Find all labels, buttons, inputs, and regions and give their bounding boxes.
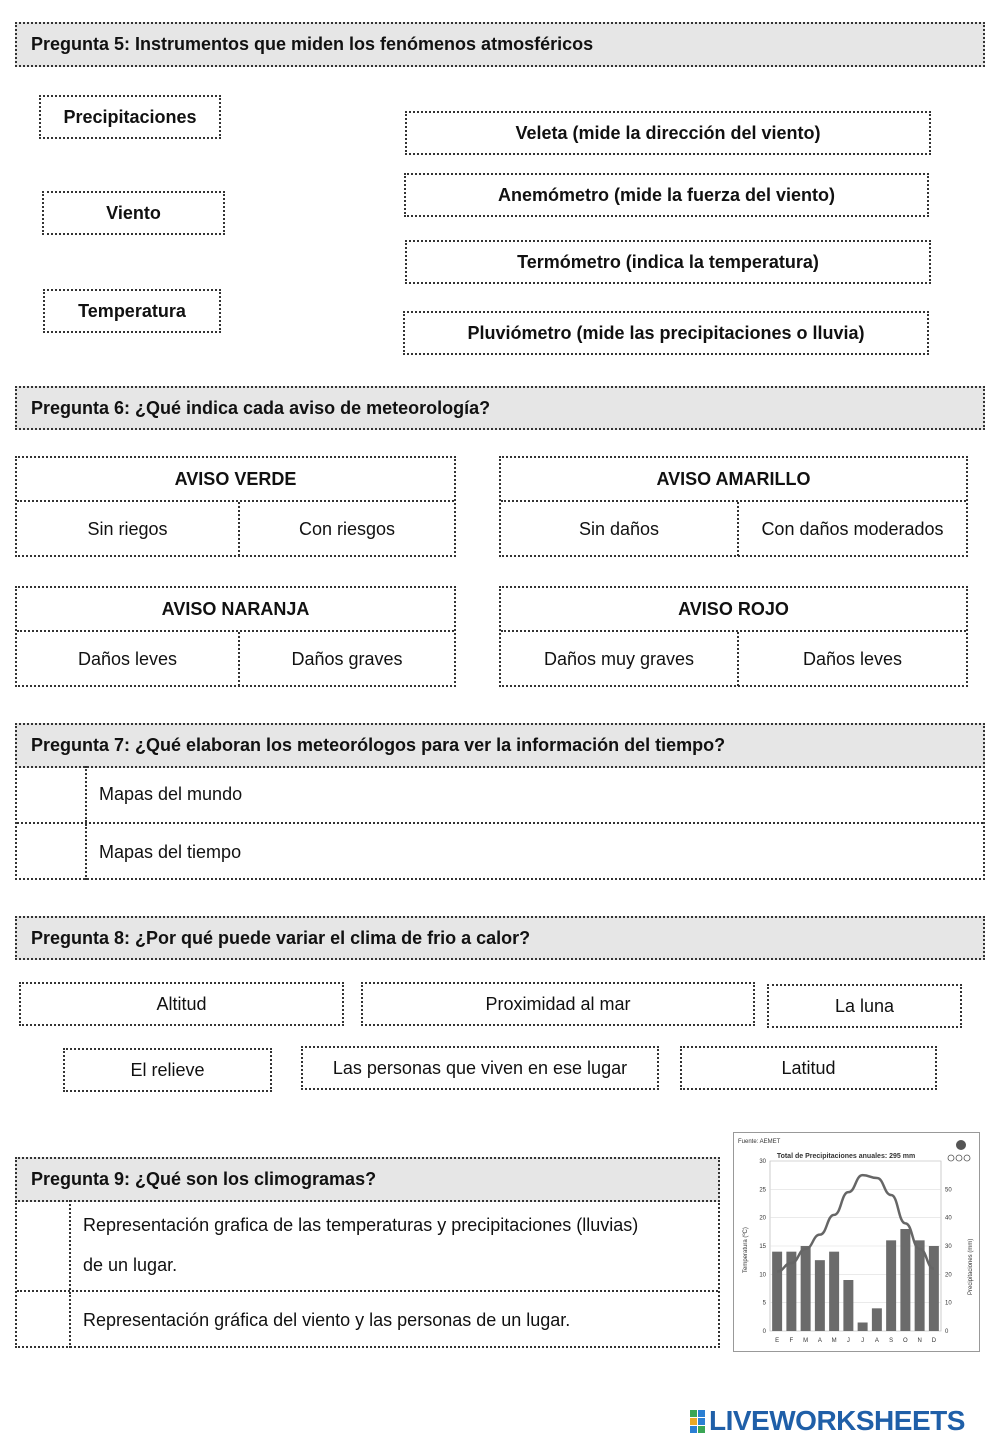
warning-option[interactable]: Daños leves [77, 648, 178, 669]
q9-option-row[interactable] [17, 1292, 718, 1348]
warning-naranja [15, 586, 456, 687]
climograph [733, 1132, 980, 1352]
y-right-tick: 10 [945, 1300, 952, 1307]
y-left-tick: 15 [759, 1244, 766, 1250]
y-right-tick: 20 [945, 1272, 952, 1279]
x-tick: J [846, 1338, 850, 1344]
precipitation-bar [929, 1246, 939, 1331]
precipitation-bar [886, 1240, 896, 1331]
x-tick: D [931, 1338, 937, 1344]
q5-right-termometro[interactable]: Termómetro (indica la temperatura) [405, 240, 931, 284]
climograph-source: Fuente: AEMET [738, 1139, 781, 1145]
precipitation-bar [858, 1323, 868, 1332]
q5-header: Pregunta 5: Instrumentos que miden los fenómenos atmosféricos [15, 22, 985, 67]
warning-option[interactable]: Sin riegos [87, 518, 168, 539]
q7-options [15, 766, 985, 880]
q5-left-viento[interactable]: Viento [42, 191, 225, 235]
x-tick: A [874, 1338, 879, 1344]
q8-header: Pregunta 8: ¿Por qué puede variar el clima de frio a calor? [15, 916, 985, 960]
q5-right-pluviometro[interactable]: Pluviómetro (mide las precipitaciones o lluvia) [403, 311, 929, 355]
precipitation-bar [815, 1260, 825, 1331]
q8-option-latitud[interactable]: Latitud [680, 1046, 937, 1090]
q5-left-precipitaciones[interactable]: Precipitaciones [39, 95, 221, 139]
warning-option[interactable]: Con daños moderados [737, 502, 966, 556]
climograph-icon [948, 1140, 970, 1161]
y-left-tick: 10 [759, 1272, 766, 1279]
x-tick: O [903, 1338, 908, 1344]
warning-option[interactable]: Con riesgos [238, 502, 454, 556]
q9-options [15, 1200, 720, 1348]
q7-option-text: Mapas del mundo [99, 783, 243, 804]
x-tick: S [889, 1338, 894, 1344]
y-right-tick: 0 [945, 1329, 949, 1335]
y-left-tick: 30 [759, 1159, 766, 1165]
warning-option[interactable]: Daños muy graves [543, 648, 695, 669]
x-tick: M [803, 1338, 809, 1344]
y-left-tick: 20 [759, 1215, 766, 1222]
warning-option[interactable]: Daños leves [737, 632, 966, 686]
q7-option-text: Mapas del tiempo [99, 841, 242, 862]
q8-option-proximidad[interactable]: Proximidad al mar [361, 982, 755, 1026]
q8-option-altitud[interactable]: Altitud [19, 982, 344, 1026]
q5-right-veleta[interactable]: Veleta (mide la dirección del viento) [405, 111, 931, 155]
climograph-svg [734, 1133, 979, 1351]
x-tick: E [775, 1338, 780, 1344]
q9-checkbox[interactable] [17, 1292, 71, 1348]
precipitation-bar [772, 1252, 782, 1331]
warning-rojo [499, 586, 968, 687]
q6-header: Pregunta 6: ¿Qué indica cada aviso de meteorología? [15, 386, 985, 430]
precipitation-bar [843, 1280, 853, 1331]
q9-option-text [71, 1200, 638, 1290]
q7-header: Pregunta 7: ¿Qué elaboran los meteorólogos para ver la información del tiempo? [15, 723, 985, 768]
y-left-tick: 5 [762, 1300, 766, 1307]
warning-option[interactable]: Sin daños [578, 518, 660, 539]
warning-option[interactable]: Daños graves [238, 632, 454, 686]
y-right-tick: 40 [945, 1215, 952, 1222]
warning-verde [15, 456, 456, 557]
q5-left-temperatura[interactable]: Temperatura [43, 289, 221, 333]
precipitation-bar [900, 1229, 910, 1331]
q7-checkbox[interactable] [17, 766, 87, 822]
logo-icon [690, 1410, 705, 1433]
warning-title: AVISO ROJO [501, 588, 966, 632]
q9-option-text: Representación gráfica del viento y las personas de un lugar. [83, 1309, 571, 1330]
liveworksheets-logo [690, 1404, 990, 1438]
warning-amarillo [499, 456, 968, 557]
x-tick: A [817, 1338, 822, 1344]
y-right-tick: 50 [945, 1187, 952, 1194]
x-tick: F [789, 1338, 794, 1344]
x-tick: M [831, 1338, 837, 1344]
y-right-tick: 30 [945, 1244, 952, 1250]
q9-option-row[interactable] [17, 1200, 718, 1292]
x-tick: N [917, 1338, 922, 1344]
warning-title: AVISO VERDE [17, 458, 454, 502]
warning-title: AVISO AMARILLO [501, 458, 966, 502]
q9-checkbox[interactable] [17, 1200, 71, 1290]
climograph-ylabel-right: Precipitaciones (mm) [968, 1238, 974, 1295]
q9-option-line: Representación grafica de las temperaturas y precipitaciones (lluvias) [83, 1215, 639, 1235]
precipitation-bar [915, 1240, 925, 1331]
q8-option-personas[interactable]: Las personas que viven en ese lugar [301, 1046, 659, 1090]
q9-header: Pregunta 9: ¿Qué son los climogramas? [15, 1157, 720, 1202]
precipitation-bar [872, 1308, 882, 1331]
x-tick: J [861, 1338, 865, 1344]
y-left-tick: 25 [759, 1187, 766, 1194]
climograph-ylabel-left: Temperatura (ºC) [743, 1227, 749, 1273]
warning-title: AVISO NARANJA [17, 588, 454, 632]
q8-option-relieve[interactable]: El relieve [63, 1048, 272, 1092]
q8-option-luna[interactable]: La luna [767, 984, 962, 1028]
q7-option-row[interactable] [17, 766, 983, 824]
y-left-tick: 0 [762, 1329, 766, 1335]
q7-checkbox[interactable] [17, 824, 87, 880]
q7-option-row[interactable] [17, 824, 983, 880]
q5-right-anemometro[interactable]: Anemómetro (mide la fuerza del viento) [404, 173, 929, 217]
precipitation-bar [801, 1246, 811, 1331]
q9-option-line: de un lugar. [83, 1255, 178, 1275]
climograph-title: Total de Precipitaciones anuales: 295 mm [776, 1153, 916, 1160]
logo-text: LIVEWORKSHEETS [709, 1405, 965, 1436]
precipitation-bar [829, 1252, 839, 1331]
